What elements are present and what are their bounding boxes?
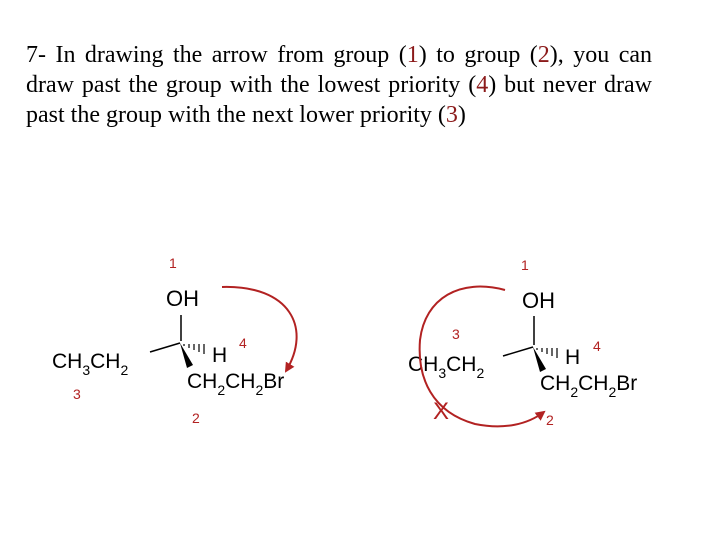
- right-oh: OH: [522, 288, 555, 313]
- right-bond-to-ethyl: [503, 347, 533, 356]
- left-wedge-bond: [180, 343, 193, 368]
- left-ethyl-group: $CH_3CH_2$: [52, 350, 129, 378]
- right-h: H: [565, 346, 581, 369]
- right-label-3: 3: [452, 326, 460, 342]
- cross-mark: X: [433, 398, 450, 425]
- right-label-1: 1: [521, 257, 529, 273]
- left-label-1: 1: [169, 255, 177, 271]
- priority-number-2: 2: [537, 42, 550, 68]
- left-arrow-1-to-2: [222, 287, 297, 371]
- left-molecule: [52, 255, 297, 426]
- left-oh: OH: [166, 286, 199, 311]
- text-part-4: ) but never draw past the group with the next lower priority (: [26, 72, 652, 128]
- right-bromoethyl-group: $CH_2CH_2Br$: [540, 372, 638, 400]
- text-part-5: ): [457, 102, 466, 128]
- text-part-3: ), you can draw past the group with the lowest priority (: [26, 42, 652, 98]
- left-label-4: 4: [239, 335, 247, 351]
- left-dash-bond: [184, 344, 204, 354]
- left-h: H: [212, 344, 228, 367]
- priority-number-4: 4: [476, 72, 489, 98]
- text-part-1: 7- In drawing the arrow from group (: [26, 42, 407, 68]
- right-label-4: 4: [593, 338, 601, 354]
- left-bond-to-ethyl: [150, 343, 180, 352]
- left-label-3: 3: [73, 386, 81, 402]
- priority-number-1: 1: [406, 42, 419, 68]
- right-ethyl-group: $CH_3CH_2$: [408, 353, 485, 381]
- priority-number-3: 3: [445, 102, 458, 128]
- right-wedge-bond: [533, 347, 546, 372]
- left-bromoethyl-group: $CH_2CH_2Br$: [187, 370, 285, 398]
- right-dash-bond: [537, 348, 557, 358]
- right-molecule: [408, 257, 637, 428]
- right-label-2: 2: [546, 412, 554, 428]
- left-label-2: 2: [192, 410, 200, 426]
- text-part-2: ) to group (: [418, 42, 538, 68]
